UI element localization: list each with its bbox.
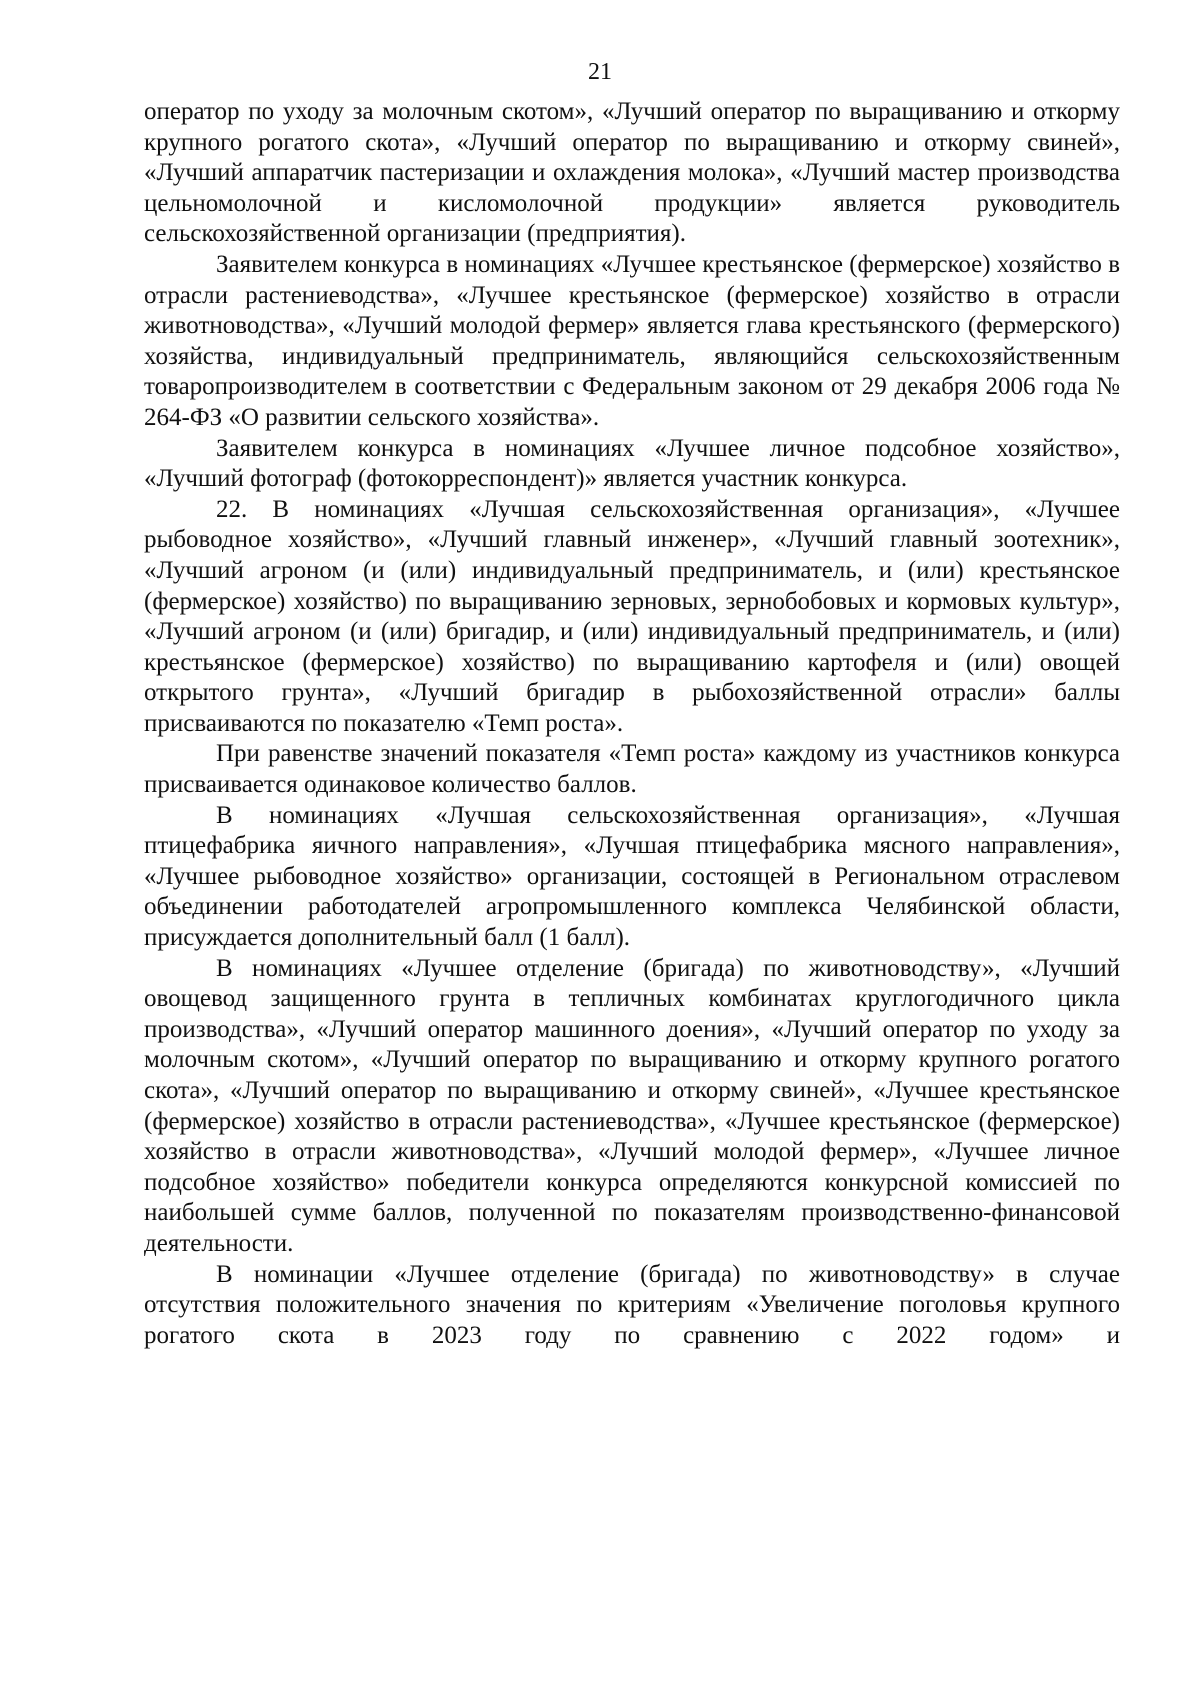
paragraph-8: В номинации «Лучшее отделение (бригада) по животноводству» в случае отсутствия положительного значения по критериям «Увеличение поголовья крупного рогатого скота в 2023 году по сравнению с 2022 годом» и: [144, 1260, 1120, 1349]
paragraph-3: Заявителем конкурса в номинациях «Лучшее личное подсобное хозяйство», «Лучший фотограф (фотокорреспондент)» является участник конкурса.: [144, 434, 1120, 493]
paragraph-6: В номинациях «Лучшая сельскохозяйственная организация», «Лучшая птицефабрика яичного направления», «Лучшая птицефабрика мясного направления», «Лучшее рыбоводное хозяйство» организации, состоящей в Региональном отраслевом объединении работодателей агропромышленного комплекса Челябинской области, присуждается дополнительный балл (1 балл).: [144, 801, 1120, 952]
paragraph-4: 22. В номинациях «Лучшая сельскохозяйственная организация», «Лучшее рыбоводное хозяйство», «Лучший главный инженер», «Лучший главный зоотехник», «Лучший агроном (и (или) индивидуальный предприниматель, и (или) крестьянское (фермерское) хозяйство) по выращиванию зерновых, зернобобовых и кормовых культур», «Лучший агроном (и (или) бригадир, и (или) индивидуальный предприниматель, и (или) крестьянское (фермерское) хозяйство) по выращиванию картофеля и (или) овощей открытого грунта», «Лучший бригадир в рыбохозяйственной отрасли» баллы присваиваются по показателю «Темп роста».: [144, 495, 1120, 737]
paragraph-7: В номинациях «Лучшее отделение (бригада) по животноводству», «Лучший овощевод защищенного грунта в тепличных комбинатах круглогодичного цикла производства», «Лучший оператор машинного доения», «Лучший оператор по уходу за молочным скотом», «Лучший оператор по выращиванию и откорму крупного рогатого скота», «Лучший оператор по выращиванию и откорму свиней», «Лучшее крестьянское (фермерское) хозяйство в отрасли растениеводства», «Лучшее крестьянское (фермерское) хозяйство в отрасли животноводства», «Лучший молодой фермер», «Лучшее личное подсобное хозяйство» победители конкурса определяются конкурсной комиссией по наибольшей сумме баллов, полученной по показателям производственно-финансовой деятельности.: [144, 954, 1120, 1257]
paragraph-1: оператор по уходу за молочным скотом», «Лучший оператор по выращиванию и откорму крупного рогатого скота», «Лучший оператор по выращиванию и откорму свиней», «Лучший аппаратчик пастеризации и охлаждения молока», «Лучший мастер производства цельномолочной и кисломолочной продукции» является руководитель сельскохозяйственной организации (предприятия).: [144, 98, 1120, 248]
paragraph-2: Заявителем конкурса в номинациях «Лучшее крестьянское (фермерское) хозяйство в отрасли растениеводства», «Лучшее крестьянское (фермерское) хозяйство в отрасли животноводства», «Лучший молодой фермер» является глава крестьянского (фермерского) хозяйства, индивидуальный предприниматель, являющийся сельскохозяйственным товаропроизводителем в соответствии с Федеральным законом от 29 декабря 2006 года № 264-ФЗ «О развитии сельского хозяйства».: [144, 250, 1120, 431]
page-number: 21: [588, 59, 612, 85]
paragraph-5: При равенстве значений показателя «Темп роста» каждому из участников конкурса присваивается одинаковое количество баллов.: [144, 740, 1120, 799]
document-body: [144, 97, 1120, 1351]
